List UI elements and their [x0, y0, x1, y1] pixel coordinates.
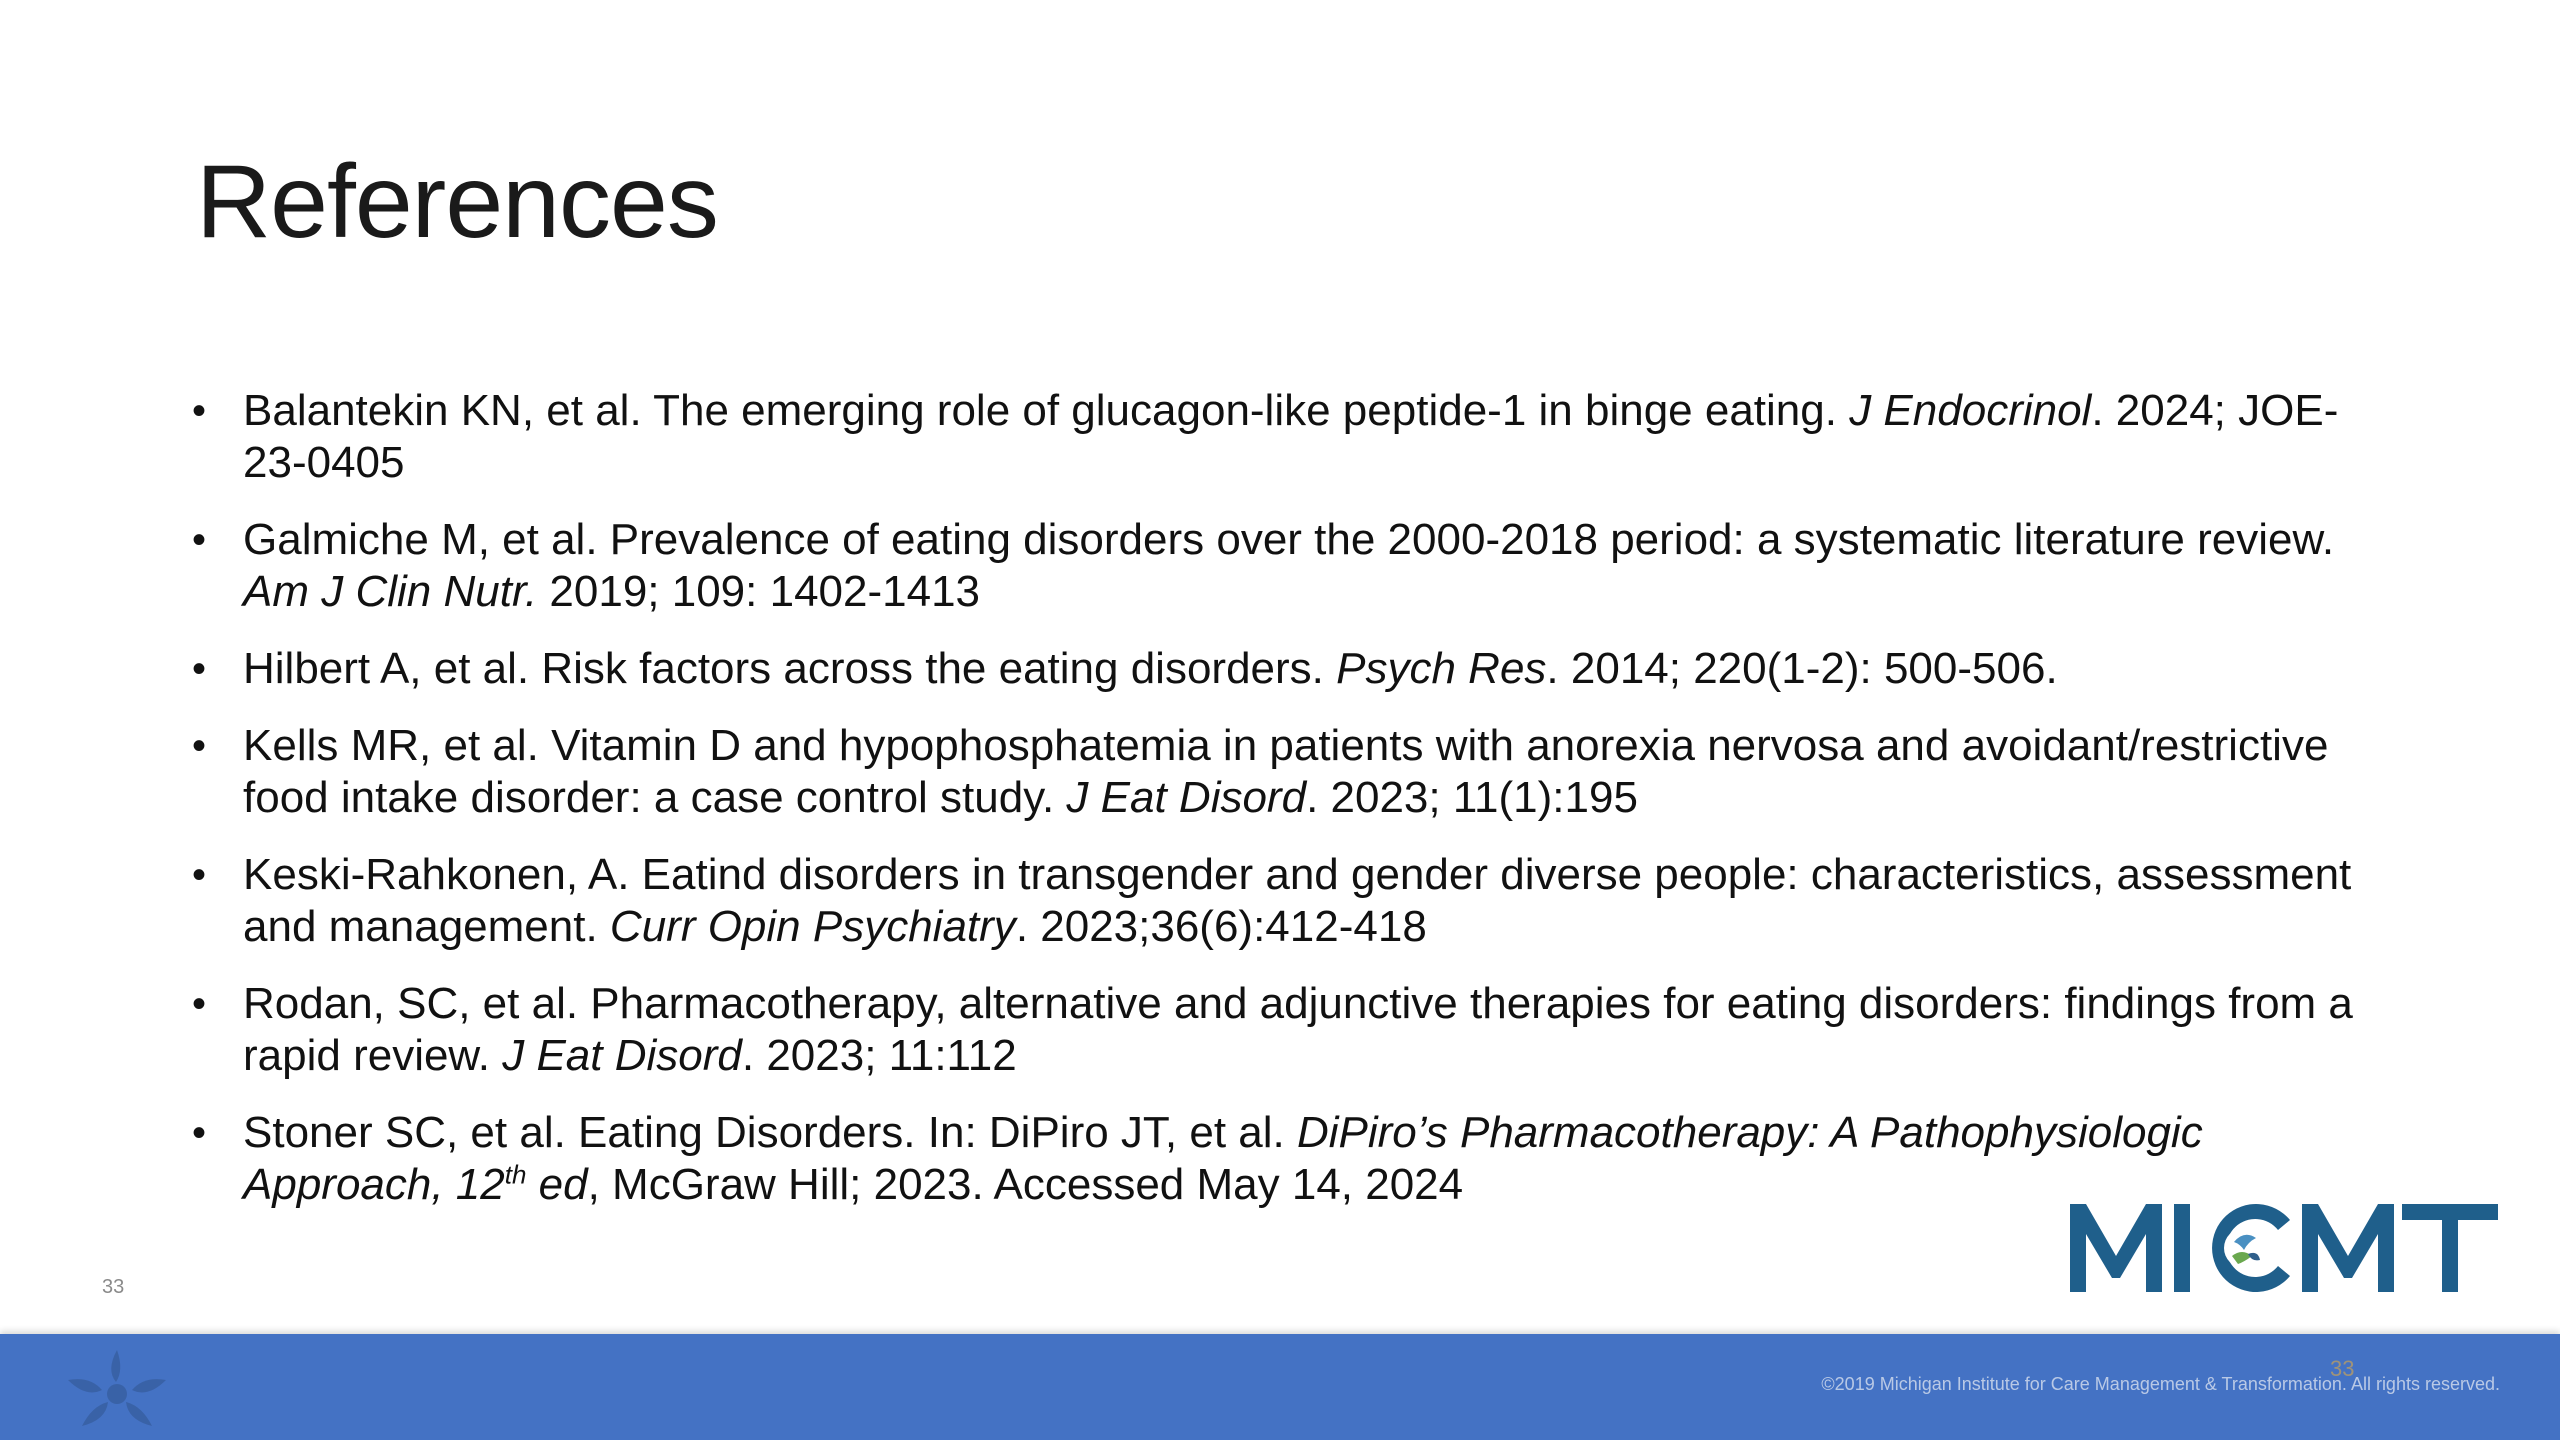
reference-journal: J Endocrinol: [1849, 386, 2092, 435]
reference-details: , McGraw Hill; 2023. Accessed May 14, 2024: [587, 1160, 1464, 1209]
reference-details: . 2024; JOE-23-0405: [243, 386, 2339, 487]
reference-item: [190, 514, 2400, 618]
reference-details: 2019; 109: 1402-1413: [537, 567, 981, 616]
bullet-icon: •: [192, 724, 207, 768]
bullet-icon: •: [192, 518, 207, 562]
slide-title: References: [196, 144, 718, 260]
reference-journal: Curr Opin Psychiatry: [609, 902, 1016, 951]
copyright-text: ©2019 Michigan Institute for Care Management & Transformation. All rights reserved.: [1821, 1374, 2500, 1394]
reference-text: Hilbert A, et al. Risk factors across the eating disorders.: [243, 644, 1337, 693]
reference-details: . 2023;36(6):412-418: [1015, 902, 1427, 951]
bullet-icon: •: [192, 1111, 207, 1155]
reference-journal: Psych Res: [1336, 644, 1547, 693]
reference-text: Keski-Rahkonen, A. Eatind disorders in transgender and gender diverse people: characteristics, assessment and management.: [243, 850, 2352, 951]
bullet-icon: •: [192, 647, 207, 691]
bullet-icon: •: [192, 389, 207, 433]
footer-bar: [0, 1334, 2560, 1440]
reference-text: Balantekin KN, et al. The emerging role of glucagon-like peptide-1 in binge eating.: [243, 386, 1850, 435]
reference-item: [190, 849, 2400, 953]
reference-list: [190, 385, 2400, 1236]
micmt-logo: [2066, 1198, 2502, 1298]
reference-item: [190, 978, 2400, 1082]
bullet-icon: •: [192, 982, 207, 1026]
reference-journal: J Eat Disord: [502, 1031, 742, 1080]
reference-text: Rodan, SC, et al. Pharmacotherapy, alternative and adjunctive therapies for eating disorders: findings from a rapid review.: [243, 979, 2353, 1080]
reference-journal: J Eat Disord: [1066, 773, 1307, 822]
reference-item: [190, 720, 2400, 824]
reference-item: [190, 1107, 2400, 1211]
reference-superscript: th: [504, 1159, 527, 1190]
reference-details: . 2014; 220(1-2): 500-506.: [1546, 644, 2058, 693]
reference-details: . 2023; 11:112: [741, 1031, 1017, 1080]
reference-item: [190, 643, 2400, 695]
reference-text: Galmiche M, et al. Prevalence of eating disorders over the 2000-2018 period: a systematic literature review.: [243, 515, 2335, 564]
footer-star-icon: [62, 1346, 172, 1434]
footer-slide-number: 33: [2330, 1356, 2355, 1381]
reference-journal: Am J Clin Nutr.: [243, 567, 538, 616]
reference-text: Stoner SC, et al. Eating Disorders. In: DiPiro JT, et al.: [243, 1108, 1297, 1157]
reference-item: [190, 385, 2400, 489]
slide-number: 33: [102, 1276, 125, 1298]
reference-journal-title: DiPiro’s Pharmacotherapy: A Pathophysiologic Approach, 12: [243, 1108, 2203, 1209]
bullet-icon: •: [192, 853, 207, 897]
reference-edition: ed: [526, 1160, 588, 1209]
reference-details: . 2023; 11(1):195: [1306, 773, 1638, 822]
reference-text: Kells MR, et al. Vitamin D and hypophosphatemia in patients with anorexia nervosa and avoidant/restrictive food intake disorder: a case control study.: [243, 721, 2329, 822]
